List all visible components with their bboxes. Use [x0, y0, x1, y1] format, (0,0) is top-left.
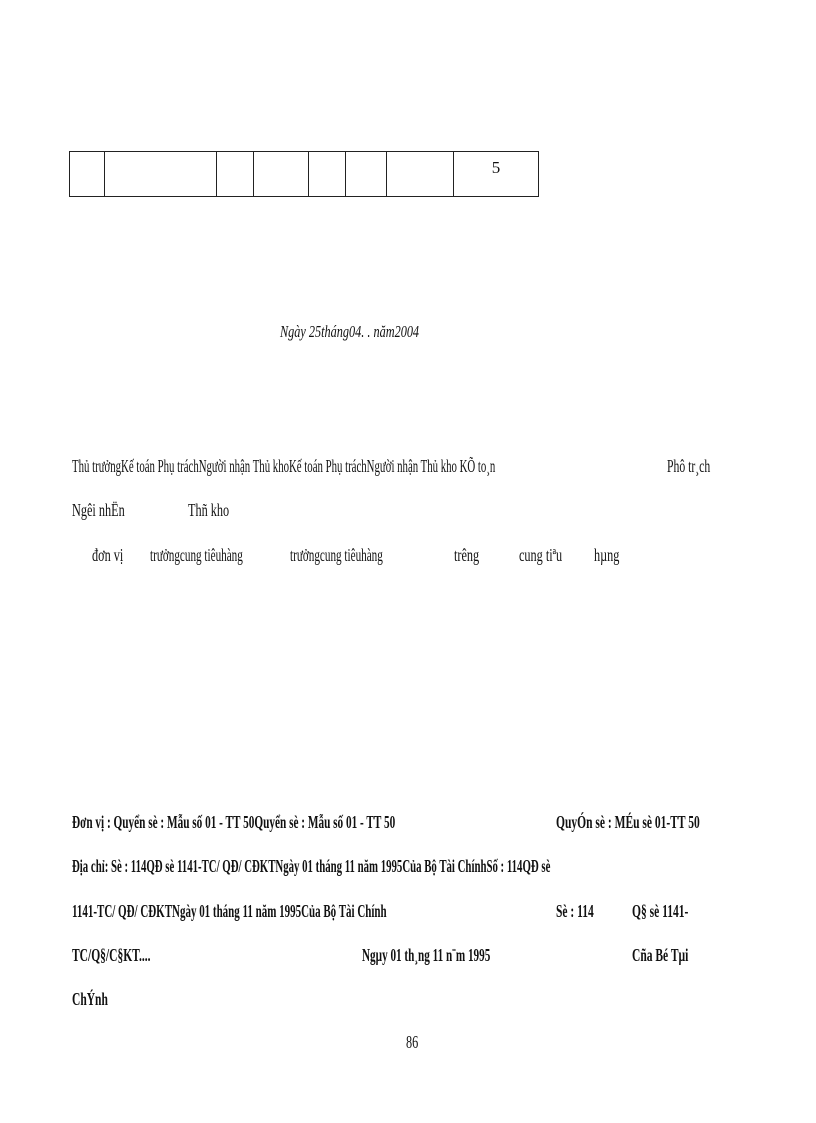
table-cell [309, 152, 346, 197]
table-cell [254, 152, 309, 197]
table-row [70, 152, 539, 197]
signature-subtitle-6: hµng [594, 545, 620, 565]
signature-subtitle-2: trưởngcung tiêuhàng [150, 545, 243, 565]
table-cell [387, 152, 454, 197]
form-decision-number: Q§ sè 1141- [632, 901, 689, 921]
signature-titles-line: Thủ trưởngKế toán Phụ tráchNgười nhận Thủ khoKế toán Phụ tráchNgười nhận Thủ kho KÕ to¸n [72, 456, 496, 476]
signature-title-extra: Phô tr¸ch [667, 456, 711, 476]
signature-receiver-label: Ngêi nhËn [72, 500, 125, 520]
form-book-number: QuyÓn sè : MÉu sè 01-TT 50 [556, 812, 700, 832]
table-cell: 5 [454, 152, 539, 197]
form-decision-line: 1141-TC/ QĐ/ CĐKTNgày 01 tháng 11 năm 1995Của Bộ Tài Chính [72, 901, 387, 921]
date-line: Ngày 25tháng04. . năm2004 [280, 322, 420, 341]
signature-subtitle-1: đơn vị [92, 545, 124, 565]
page-number: 86 [406, 1032, 419, 1052]
form-issue-date: Ngµy 01 th¸ng 11 n¨m 1995 [362, 945, 491, 965]
form-address-line: Địa chỉ: Sè : 114QĐ sè 1141-TC/ QĐ/ CĐKTNgày 01 tháng 11 năm 1995Của Bộ Tài ChínhSố : 114QĐ sè [72, 856, 551, 876]
signature-subtitle-5: cung tiªu [519, 545, 563, 565]
table-cell [105, 152, 217, 197]
table-cell [217, 152, 254, 197]
form-ministry-cont: ChÝnh [72, 989, 108, 1009]
signature-storekeeper-label: Thñ kho [188, 500, 230, 520]
form-code-line: TC/Q§/C§KT.... [72, 945, 151, 965]
signature-subtitle-4: trêng [454, 545, 480, 565]
summary-table [69, 151, 539, 197]
form-unit-line: Đơn vị : Quyển sè : Mẫu số 01 - TT 50Quyển sè : Mẫu số 01 - TT 50 [72, 812, 396, 832]
table-cell [70, 152, 105, 197]
table-cell [346, 152, 387, 197]
form-number: Sè : 114 [556, 901, 594, 921]
form-ministry: Cña Bé Tµi [632, 945, 689, 965]
signature-subtitle-3: trưởngcung tiêuhàng [290, 545, 383, 565]
